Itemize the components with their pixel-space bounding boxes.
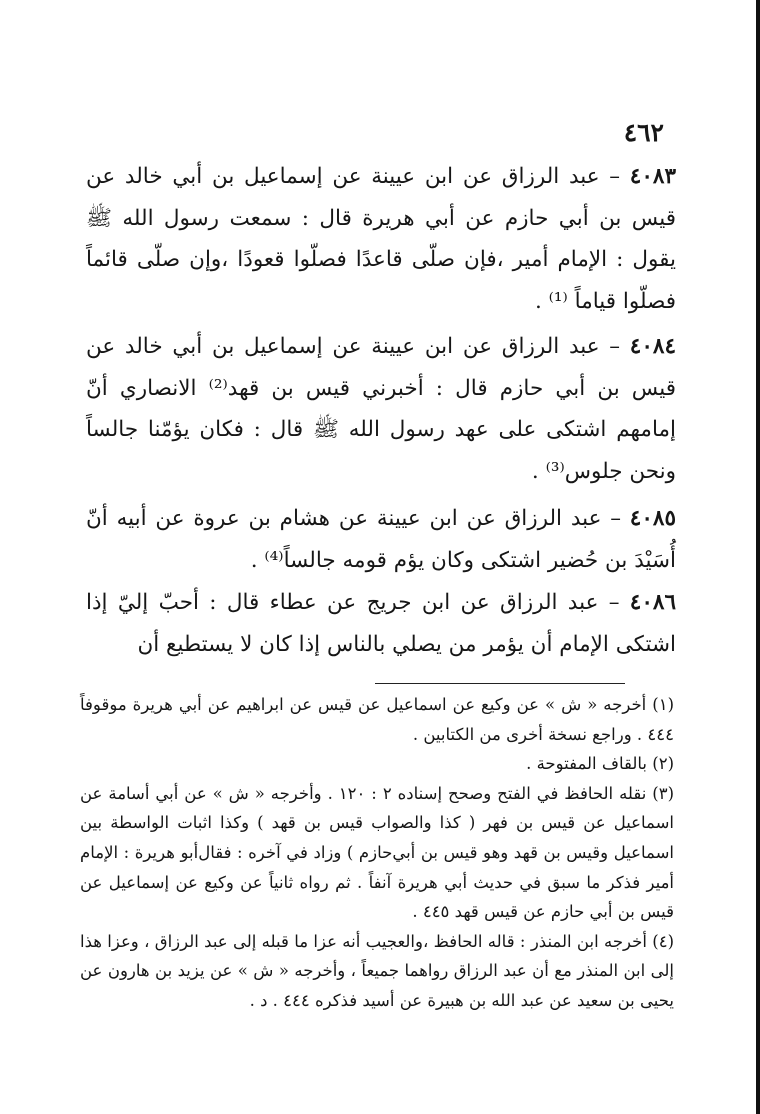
page-edge [756,0,760,1114]
footnote-3: (٣) نقله الحافظ في الفتح وصحح إسناده ٢ : ١٢٠ . وأخرجه « ش » عن أبي أسامة عن اسماعيل عن قيس بن فهر ( كذا والصواب قيس بن قهد ) وكذا اثبات الواسطة بين اسماعيل وقيس بن قهد وهو قيس بن أبي‌حازم ) وزاد في آخره : فقال‌أبو هريرة : الإمام أمير فذكر ما سبق في حديث أبي هريرة آنفاً . ثم رواه ثانياً عن وكيع عن إسماعيل عن قيس بن أبي حازم عن قيس قهد ٤٤٥ . [80,783,674,922]
footnote-4: (٤) أخرجه ابن المنذر : قاله الحافظ ،والعجيب أنه عزا ما قبله إلى عبد الرزاق ، وعزا هذا إلى ابن المنذر مع أن عبد الرزاق رواهما جميعاً ، وأخرجه « ش » عن يزيد بن هارون عن يحيى بن سعيد عن عبد الله بن هبيرة عن أسيد فذكره ٤٤٤ . د . [80,931,674,1010]
hadith-number: ٤٠٨٤ [629,334,676,359]
hadith-number: ٤٠٨٣ [629,164,676,189]
hadith-4084 [86,326,676,492]
footnote-2: (٢) بالقاف المفتوحة . [526,754,674,774]
footnote-1: (١) أخرجه « ش » عن وكيع عن اسماعيل عن قيس عن ابراهيم عن أبي هريرة موقوفاً ٤٤٤ . وراجع نسخة أخرى من الكتابين . [80,695,674,744]
hadith-4083 [86,156,676,322]
hadith-number: ٤٠٨٥ [629,506,676,531]
hadith-number: ٤٠٨٦ [629,590,676,615]
footnote-separator [375,683,625,684]
hadith-text: – عبد الرزاق عن ابن عيينة عن هشام بن عروة عن أبيه أنّ أُسَيْدَ بن حُضير اشتكى وكان يؤم قومه جالساً⁽⁴⁾ . [86,506,676,573]
hadith-text: – عبد الرزاق عن ابن جريج عن عطاء قال : أحبّ إليّ إذا اشتكى الإمام أن يؤمر من يصلي بالناس إذا كان لا يستطيع أن [86,590,676,657]
hadith-4086 [86,582,676,665]
hadith-text: – عبد الرزاق عن ابن عيينة عن إسماعيل بن أبي خالد عن قيس بن أبي حازم قال : أخبرني قيس بن قهد⁽²⁾ الانصاري أنّ إمامهم اشتكى على عهد رسول الله ﷺ قال : فكان يؤمّنا جالساً ونحن جلوس⁽³⁾ . [86,334,676,484]
footnotes [80,690,674,1016]
hadith-text: – عبد الرزاق عن ابن عيينة عن إسماعيل بن أبي خالد عن قيس بن أبي حازم عن أبي هريرة قال : سمعت رسول الله ﷺ يقول : الإمام أمير ،فإن صلّى قاعدًا فصلّوا قعودًا ،وإن صلّى قائماً فصلّوا قياماً ⁽¹⁾ . [86,164,676,314]
hadith-4085 [86,498,676,581]
page-number: ٤٦٢ [623,118,664,147]
